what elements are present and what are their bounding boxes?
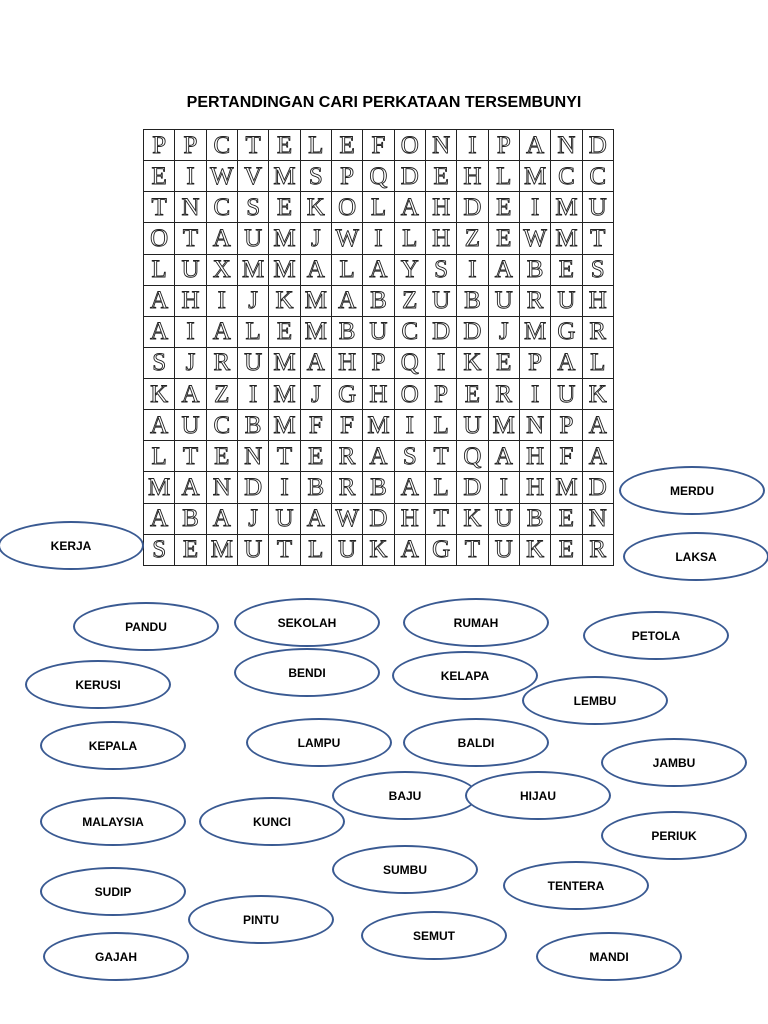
grid-cell: I xyxy=(489,472,520,503)
word-label: SEMUT xyxy=(413,928,455,943)
grid-cell: D xyxy=(457,317,488,348)
grid-cell: H xyxy=(520,441,551,472)
grid-cell: U xyxy=(269,504,300,535)
grid-cell: E xyxy=(489,348,520,379)
grid-cell: A xyxy=(301,348,332,379)
grid-cell: G xyxy=(426,535,457,566)
grid-cell: N xyxy=(426,130,457,161)
word-label: TENTERA xyxy=(547,878,605,893)
grid-cell: E xyxy=(457,379,488,410)
grid-cell: M xyxy=(551,223,582,254)
grid-cell: E xyxy=(269,192,300,223)
word-oval-bendi xyxy=(234,648,380,697)
grid-cell: P xyxy=(332,161,363,192)
word-oval-rumah xyxy=(403,598,549,647)
word-oval-sumbu xyxy=(332,845,478,894)
grid-cell: N xyxy=(520,410,551,441)
word-oval-jambu xyxy=(601,738,747,787)
grid-cell: M xyxy=(551,192,582,223)
grid-cell: A xyxy=(207,317,238,348)
grid-cell: A xyxy=(363,255,394,286)
grid-cell: C xyxy=(207,130,238,161)
grid-cell: A xyxy=(207,504,238,535)
grid-cell: T xyxy=(457,535,488,566)
grid-cell: U xyxy=(489,535,520,566)
grid-cell: N xyxy=(175,192,206,223)
grid-cell: V xyxy=(238,161,269,192)
grid-cell: L xyxy=(301,130,332,161)
grid-cell: A xyxy=(520,130,551,161)
grid-cell: B xyxy=(238,410,269,441)
grid-cell: T xyxy=(238,130,269,161)
grid-cell: N xyxy=(551,130,582,161)
grid-cell: O xyxy=(395,130,426,161)
grid-cell: M xyxy=(520,317,551,348)
grid-cell: D xyxy=(457,192,488,223)
word-oval-kerja xyxy=(0,521,144,570)
grid-cell: L xyxy=(489,161,520,192)
grid-cell: L xyxy=(238,317,269,348)
grid-cell: A xyxy=(551,348,582,379)
grid-cell: A xyxy=(207,223,238,254)
grid-cell: Y xyxy=(395,255,426,286)
grid-cell: F xyxy=(332,410,363,441)
grid-cell: H xyxy=(332,348,363,379)
word-label: GAJAH xyxy=(94,949,137,964)
grid-cell: A xyxy=(395,472,426,503)
grid-cell: E xyxy=(551,504,582,535)
grid-cell: L xyxy=(144,255,175,286)
grid-cell: U xyxy=(489,504,520,535)
worksheet-title: PERTANDINGAN CARI PERKATAAN TERSEMBUNYI xyxy=(186,94,582,111)
grid-cell: M xyxy=(207,535,238,566)
grid-cell: W xyxy=(520,223,551,254)
grid-cell: A xyxy=(301,255,332,286)
grid-cell: U xyxy=(457,410,488,441)
word-oval-merdu xyxy=(619,466,765,515)
word-oval-kunci xyxy=(199,797,345,846)
grid-cell: J xyxy=(489,317,520,348)
grid-cell: T xyxy=(175,223,206,254)
grid-cell: B xyxy=(363,286,394,317)
grid-cell: E xyxy=(269,130,300,161)
grid-cell: M xyxy=(301,286,332,317)
grid-cell: I xyxy=(207,286,238,317)
grid-cell: S xyxy=(238,192,269,223)
grid-cell: M xyxy=(551,472,582,503)
grid-cell: T xyxy=(269,535,300,566)
grid-cell: C xyxy=(551,161,582,192)
word-label: KERJA xyxy=(50,538,92,553)
grid-cell: I xyxy=(426,348,457,379)
grid-cell: C xyxy=(207,410,238,441)
grid-cell: M xyxy=(489,410,520,441)
word-label: BENDI xyxy=(288,665,326,680)
grid-cell: M xyxy=(363,410,394,441)
grid-cell: J xyxy=(301,379,332,410)
grid-cell: M xyxy=(301,317,332,348)
grid-cell: I xyxy=(520,379,551,410)
word-oval-sudip xyxy=(40,867,186,916)
grid-cell: B xyxy=(520,504,551,535)
grid-cell: M xyxy=(144,472,175,503)
grid-cell: J xyxy=(301,223,332,254)
word-label: SUDIP xyxy=(94,884,132,899)
grid-cell: U xyxy=(489,286,520,317)
grid-cell: X xyxy=(207,255,238,286)
grid-cell: T xyxy=(175,441,206,472)
grid-cell: S xyxy=(426,255,457,286)
grid-cell: T xyxy=(583,223,614,254)
grid-cell: P xyxy=(489,130,520,161)
grid-cell: P xyxy=(144,130,175,161)
word-oval-kerusi xyxy=(25,660,171,709)
word-label: SEKOLAH xyxy=(277,615,337,630)
word-label: PERIUK xyxy=(651,828,697,843)
word-label: BALDI xyxy=(457,735,495,750)
grid-cell: Q xyxy=(363,161,394,192)
grid-cell: K xyxy=(520,535,551,566)
grid-cell: P xyxy=(551,410,582,441)
grid-cell: A xyxy=(395,535,426,566)
grid-cell: A xyxy=(301,504,332,535)
grid-cell: R xyxy=(207,348,238,379)
word-oval-baju xyxy=(332,771,478,820)
grid-cell: K xyxy=(363,535,394,566)
grid-cell: Z xyxy=(207,379,238,410)
grid-cell: H xyxy=(520,472,551,503)
grid-cell: A xyxy=(489,255,520,286)
grid-cell: N xyxy=(207,472,238,503)
grid-cell: P xyxy=(363,348,394,379)
grid-cell: K xyxy=(269,286,300,317)
grid-cell: T xyxy=(269,441,300,472)
word-oval-petola xyxy=(583,611,729,660)
grid-cell: S xyxy=(395,441,426,472)
grid-cell: U xyxy=(175,410,206,441)
grid-cell: U xyxy=(583,192,614,223)
word-label: HIJAU xyxy=(519,788,556,803)
grid-cell: U xyxy=(551,286,582,317)
grid-cell: I xyxy=(363,223,394,254)
grid-cell: Z xyxy=(457,223,488,254)
grid-cell: E xyxy=(175,535,206,566)
grid-cell: B xyxy=(457,286,488,317)
grid-cell: C xyxy=(395,317,426,348)
grid-cell: O xyxy=(144,223,175,254)
grid-cell: K xyxy=(144,379,175,410)
word-oval-periuk xyxy=(601,811,747,860)
grid-cell: M xyxy=(269,255,300,286)
grid-cell: I xyxy=(520,192,551,223)
grid-cell: L xyxy=(583,348,614,379)
grid-cell: I xyxy=(395,410,426,441)
grid-cell: P xyxy=(520,348,551,379)
word-label: PINTU xyxy=(243,912,279,927)
word-oval-baldi xyxy=(403,718,549,767)
grid-cell: P xyxy=(175,130,206,161)
grid-cell: N xyxy=(583,504,614,535)
grid-cell: U xyxy=(363,317,394,348)
grid-cell: J xyxy=(238,504,269,535)
grid-cell: U xyxy=(426,286,457,317)
word-oval-gajah xyxy=(43,932,189,981)
word-label: LAMPU xyxy=(297,735,341,750)
grid-cell: T xyxy=(426,441,457,472)
grid-cell: E xyxy=(426,161,457,192)
grid-cell: T xyxy=(144,192,175,223)
word-label: KUNCI xyxy=(253,814,291,829)
grid-cell: K xyxy=(301,192,332,223)
grid-cell: H xyxy=(395,504,426,535)
grid-cell: A xyxy=(395,192,426,223)
grid-cell: E xyxy=(551,255,582,286)
grid-cell: D xyxy=(583,130,614,161)
word-label: JAMBU xyxy=(652,755,696,770)
grid-cell: F xyxy=(301,410,332,441)
grid-cell: S xyxy=(144,348,175,379)
grid-cell: M xyxy=(269,410,300,441)
grid-cell: H xyxy=(175,286,206,317)
grid-cell: D xyxy=(363,504,394,535)
grid-cell: R xyxy=(489,379,520,410)
grid-cell: U xyxy=(332,535,363,566)
word-oval-lembu xyxy=(522,676,668,725)
grid-cell: I xyxy=(238,379,269,410)
grid-cell: M xyxy=(269,379,300,410)
grid-cell: A xyxy=(175,472,206,503)
grid-cell: U xyxy=(238,223,269,254)
grid-cell: L xyxy=(332,255,363,286)
word-oval-hijau xyxy=(465,771,611,820)
word-oval-semut xyxy=(361,911,507,960)
grid-cell: U xyxy=(238,348,269,379)
word-oval-lampu xyxy=(246,718,392,767)
grid-cell: D xyxy=(238,472,269,503)
grid-cell: L xyxy=(426,410,457,441)
grid-cell: M xyxy=(238,255,269,286)
grid-cell: D xyxy=(583,472,614,503)
word-search-grid xyxy=(143,129,614,566)
grid-cell: M xyxy=(269,161,300,192)
grid-cell: E xyxy=(489,192,520,223)
grid-cell: Q xyxy=(457,441,488,472)
grid-cell: S xyxy=(144,535,175,566)
grid-cell: K xyxy=(457,348,488,379)
grid-cell: H xyxy=(363,379,394,410)
grid-cell: D xyxy=(395,161,426,192)
grid-cell: J xyxy=(175,348,206,379)
grid-cell: F xyxy=(551,441,582,472)
word-label: RUMAH xyxy=(453,615,499,630)
grid-cell: U xyxy=(238,535,269,566)
word-oval-pandu xyxy=(73,602,219,651)
grid-cell: J xyxy=(238,286,269,317)
word-label: PETOLA xyxy=(631,628,681,643)
grid-cell: F xyxy=(363,130,394,161)
grid-cell: I xyxy=(269,472,300,503)
word-oval-kelapa xyxy=(392,651,538,700)
grid-cell: B xyxy=(175,504,206,535)
word-oval-sekolah xyxy=(234,598,380,647)
word-oval-kepala xyxy=(40,721,186,770)
word-label: LEMBU xyxy=(573,693,617,708)
grid-cell: E xyxy=(269,317,300,348)
word-label: PANDU xyxy=(125,619,167,634)
word-oval-mandi xyxy=(536,932,682,981)
grid-cell: E xyxy=(207,441,238,472)
grid-cell: M xyxy=(269,223,300,254)
grid-cell: A xyxy=(363,441,394,472)
grid-cell: I xyxy=(457,255,488,286)
grid-cell: S xyxy=(583,255,614,286)
grid-cell: B xyxy=(301,472,332,503)
word-label: MERDU xyxy=(670,483,714,498)
grid-cell: A xyxy=(144,317,175,348)
grid-cell: E xyxy=(551,535,582,566)
grid-cell: L xyxy=(426,472,457,503)
grid-cell: L xyxy=(301,535,332,566)
grid-cell: A xyxy=(175,379,206,410)
grid-cell: A xyxy=(144,504,175,535)
grid-cell: M xyxy=(269,348,300,379)
word-label: LAKSA xyxy=(675,549,717,564)
word-label: MANDI xyxy=(589,949,629,964)
word-label: KERUSI xyxy=(75,677,121,692)
grid-cell: Q xyxy=(395,348,426,379)
grid-cell: A xyxy=(583,410,614,441)
grid-cell: D xyxy=(457,472,488,503)
grid-cell: W xyxy=(207,161,238,192)
grid-cell: D xyxy=(426,317,457,348)
grid-cell: H xyxy=(457,161,488,192)
grid-cell: E xyxy=(301,441,332,472)
grid-cell: C xyxy=(583,161,614,192)
grid-cell: A xyxy=(332,286,363,317)
grid-cell: G xyxy=(332,379,363,410)
grid-cell: W xyxy=(332,504,363,535)
word-label: KELAPA xyxy=(440,668,490,683)
grid-cell: B xyxy=(520,255,551,286)
grid-cell: A xyxy=(144,286,175,317)
grid-cell: R xyxy=(583,535,614,566)
grid-cell: U xyxy=(175,255,206,286)
grid-cell: K xyxy=(457,504,488,535)
grid-cell: I xyxy=(457,130,488,161)
grid-cell: E xyxy=(332,130,363,161)
grid-cell: M xyxy=(520,161,551,192)
grid-cell: C xyxy=(207,192,238,223)
grid-cell: A xyxy=(144,410,175,441)
grid-cell: O xyxy=(395,379,426,410)
grid-cell: R xyxy=(520,286,551,317)
grid-cell: A xyxy=(489,441,520,472)
grid-cell: E xyxy=(489,223,520,254)
grid-cell: R xyxy=(332,472,363,503)
grid-cell: L xyxy=(395,223,426,254)
grid-cell: S xyxy=(301,161,332,192)
grid-cell: H xyxy=(583,286,614,317)
grid-cell: W xyxy=(332,223,363,254)
grid-cell: O xyxy=(332,192,363,223)
grid-cell: H xyxy=(426,192,457,223)
grid-cell: L xyxy=(144,441,175,472)
grid-cell: E xyxy=(144,161,175,192)
word-label: KEPALA xyxy=(88,738,138,753)
grid-cell: I xyxy=(175,317,206,348)
grid-cell: B xyxy=(332,317,363,348)
word-label: BAJU xyxy=(388,788,422,803)
grid-cell: H xyxy=(426,223,457,254)
grid-cell: A xyxy=(583,441,614,472)
word-label: SUMBU xyxy=(383,862,427,877)
grid-cell: P xyxy=(426,379,457,410)
grid-cell: R xyxy=(583,317,614,348)
grid-cell: R xyxy=(332,441,363,472)
grid-cell: Z xyxy=(395,286,426,317)
grid-cell: U xyxy=(551,379,582,410)
grid-cell: L xyxy=(363,192,394,223)
grid-cell: I xyxy=(175,161,206,192)
word-oval-pintu xyxy=(188,895,334,944)
grid-cell: K xyxy=(583,379,614,410)
word-label: MALAYSIA xyxy=(82,814,144,829)
grid-cell: T xyxy=(426,504,457,535)
word-oval-laksa xyxy=(623,532,768,581)
word-oval-malaysia xyxy=(40,797,186,846)
grid-cell: N xyxy=(238,441,269,472)
word-oval-tentera xyxy=(503,861,649,910)
grid-cell: B xyxy=(363,472,394,503)
grid-cell: G xyxy=(551,317,582,348)
